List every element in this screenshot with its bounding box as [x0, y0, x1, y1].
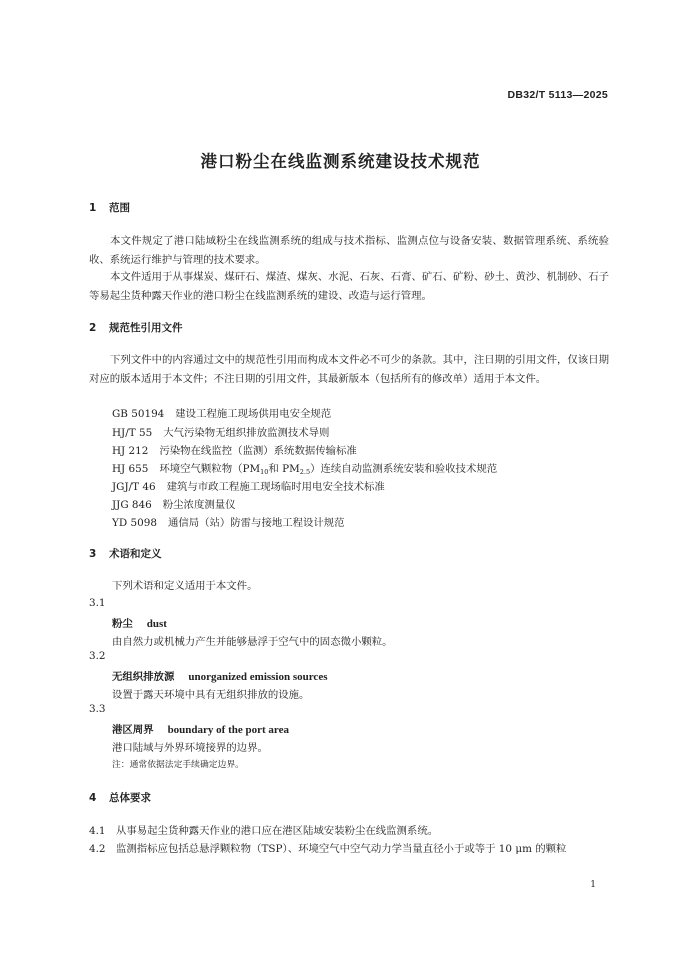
- reference-code: GB 50194: [112, 408, 165, 420]
- section-number: 1: [89, 202, 97, 214]
- term-zh: 粉尘: [112, 618, 133, 630]
- section-1-heading: [89, 200, 130, 215]
- section-4-heading: [89, 790, 151, 805]
- section-title: 范围: [109, 202, 130, 214]
- reference-title: 大气污染物无组织排放监测技术导则: [163, 427, 330, 439]
- reference-code: HJ 655: [112, 463, 149, 475]
- reference-title: 建筑与市政工程施工现场临时用电安全技术标准: [166, 481, 385, 493]
- term-zh: 港区周界: [112, 724, 154, 736]
- section-3-intro: 下列术语和定义适用于本文件。: [112, 580, 258, 592]
- reference-title: 污染物在线监控（监测）系统数据传输标准: [159, 445, 357, 457]
- term-heading: [112, 668, 327, 683]
- term-number: 3.3: [89, 703, 106, 715]
- section-number: 3: [89, 548, 97, 560]
- reference-code: HJ/T 55: [112, 427, 153, 439]
- item-number: 4.1: [89, 825, 106, 837]
- term-zh: 无组织排放源: [112, 671, 175, 683]
- section-number: 4: [89, 792, 97, 804]
- reference-item: [112, 460, 497, 476]
- term-definition: 由自然力或机械力产生并能够悬浮于空气中的固态微小颗粒。: [112, 636, 393, 648]
- item-text: 从事易起尘货种露天作业的港口应在港区陆域安装粉尘在线监测系统。: [116, 825, 439, 837]
- section-title: 规范性引用文件: [109, 322, 183, 334]
- reference-code: HJ 212: [112, 445, 149, 457]
- reference-title: 通信局（站）防雷与接地工程设计规范: [167, 517, 345, 529]
- term-heading: [112, 615, 167, 630]
- reference-item: [112, 405, 331, 420]
- reference-code: JGJ/T 46: [112, 481, 156, 493]
- section-1-paragraph-1: 本文件规定了港口陆域粉尘在线监测系统的组成与技术指标、监测点位与设备安装、数据管理系统、系统验收、系统运行维护与管理的技术要求。: [89, 235, 609, 266]
- reference-item: [112, 424, 329, 439]
- reference-title: 建设工程施工现场供用电安全规范: [175, 408, 332, 420]
- section-number: 2: [89, 322, 97, 334]
- term-number: 3.1: [89, 597, 106, 609]
- term-number: 3.2: [89, 650, 106, 662]
- reference-item: [112, 478, 385, 493]
- section-2-heading: [89, 320, 183, 335]
- reference-item: [112, 514, 345, 529]
- requirement-item: [89, 840, 566, 855]
- document-title: 港口粉尘在线监测系统建设技术规范: [200, 152, 481, 171]
- section-title: 术语和定义: [109, 548, 162, 560]
- term-en: boundary of the port area: [167, 724, 289, 736]
- term-en: dust: [146, 618, 167, 630]
- section-2-intro: 下列文件中的内容通过文中的规范性引用而构成本文件必不可少的条款。其中，注日期的引用文件，仅该日期对应的版本适用于本文件；不注日期的引用文件，其最新版本（包括所有的修改单）适用于本文件。: [89, 354, 609, 385]
- term-heading: [112, 721, 289, 736]
- reference-title: 粉尘浓度测量仪: [162, 499, 236, 511]
- term-en: unorganized emission sources: [188, 671, 328, 683]
- item-text: 监测指标应包括总悬浮颗粒物（TSP）、环境空气中空气动力学当量直径小于或等于 10 μm 的颗粒: [116, 843, 567, 855]
- reference-title: 环境空气颗粒物（$PM_{10}$和 $PM_{2.5}$）连续自动监测系统安装和验收技术规范: [159, 463, 498, 476]
- reference-item: [112, 496, 236, 511]
- reference-item: [112, 442, 357, 457]
- section-3-heading: [89, 546, 162, 561]
- page-number: 1: [590, 880, 596, 890]
- term-definition: 设置于露天环境中具有无组织排放的设施。: [112, 689, 310, 701]
- requirement-item: [89, 822, 438, 837]
- reference-code: JJG 846: [112, 499, 152, 511]
- section-1-paragraph-2: 本文件适用于从事煤炭、煤矸石、煤渣、煤灰、水泥、石灰、石膏、矿石、矿粉、砂土、黄沙、机制砂、石子等易起尘货种露天作业的港口粉尘在线监测系统的建设、改造与运行管理。: [89, 271, 609, 302]
- item-number: 4.2: [89, 843, 106, 855]
- reference-code: YD 5098: [112, 517, 157, 529]
- document-id: DB32/T 5113—2025: [507, 89, 608, 101]
- term-note: 注：通常依据法定手续确定边界。: [112, 760, 244, 770]
- term-definition: 港口陆域与外界环境接界的边界。: [112, 742, 268, 754]
- section-title: 总体要求: [109, 792, 151, 804]
